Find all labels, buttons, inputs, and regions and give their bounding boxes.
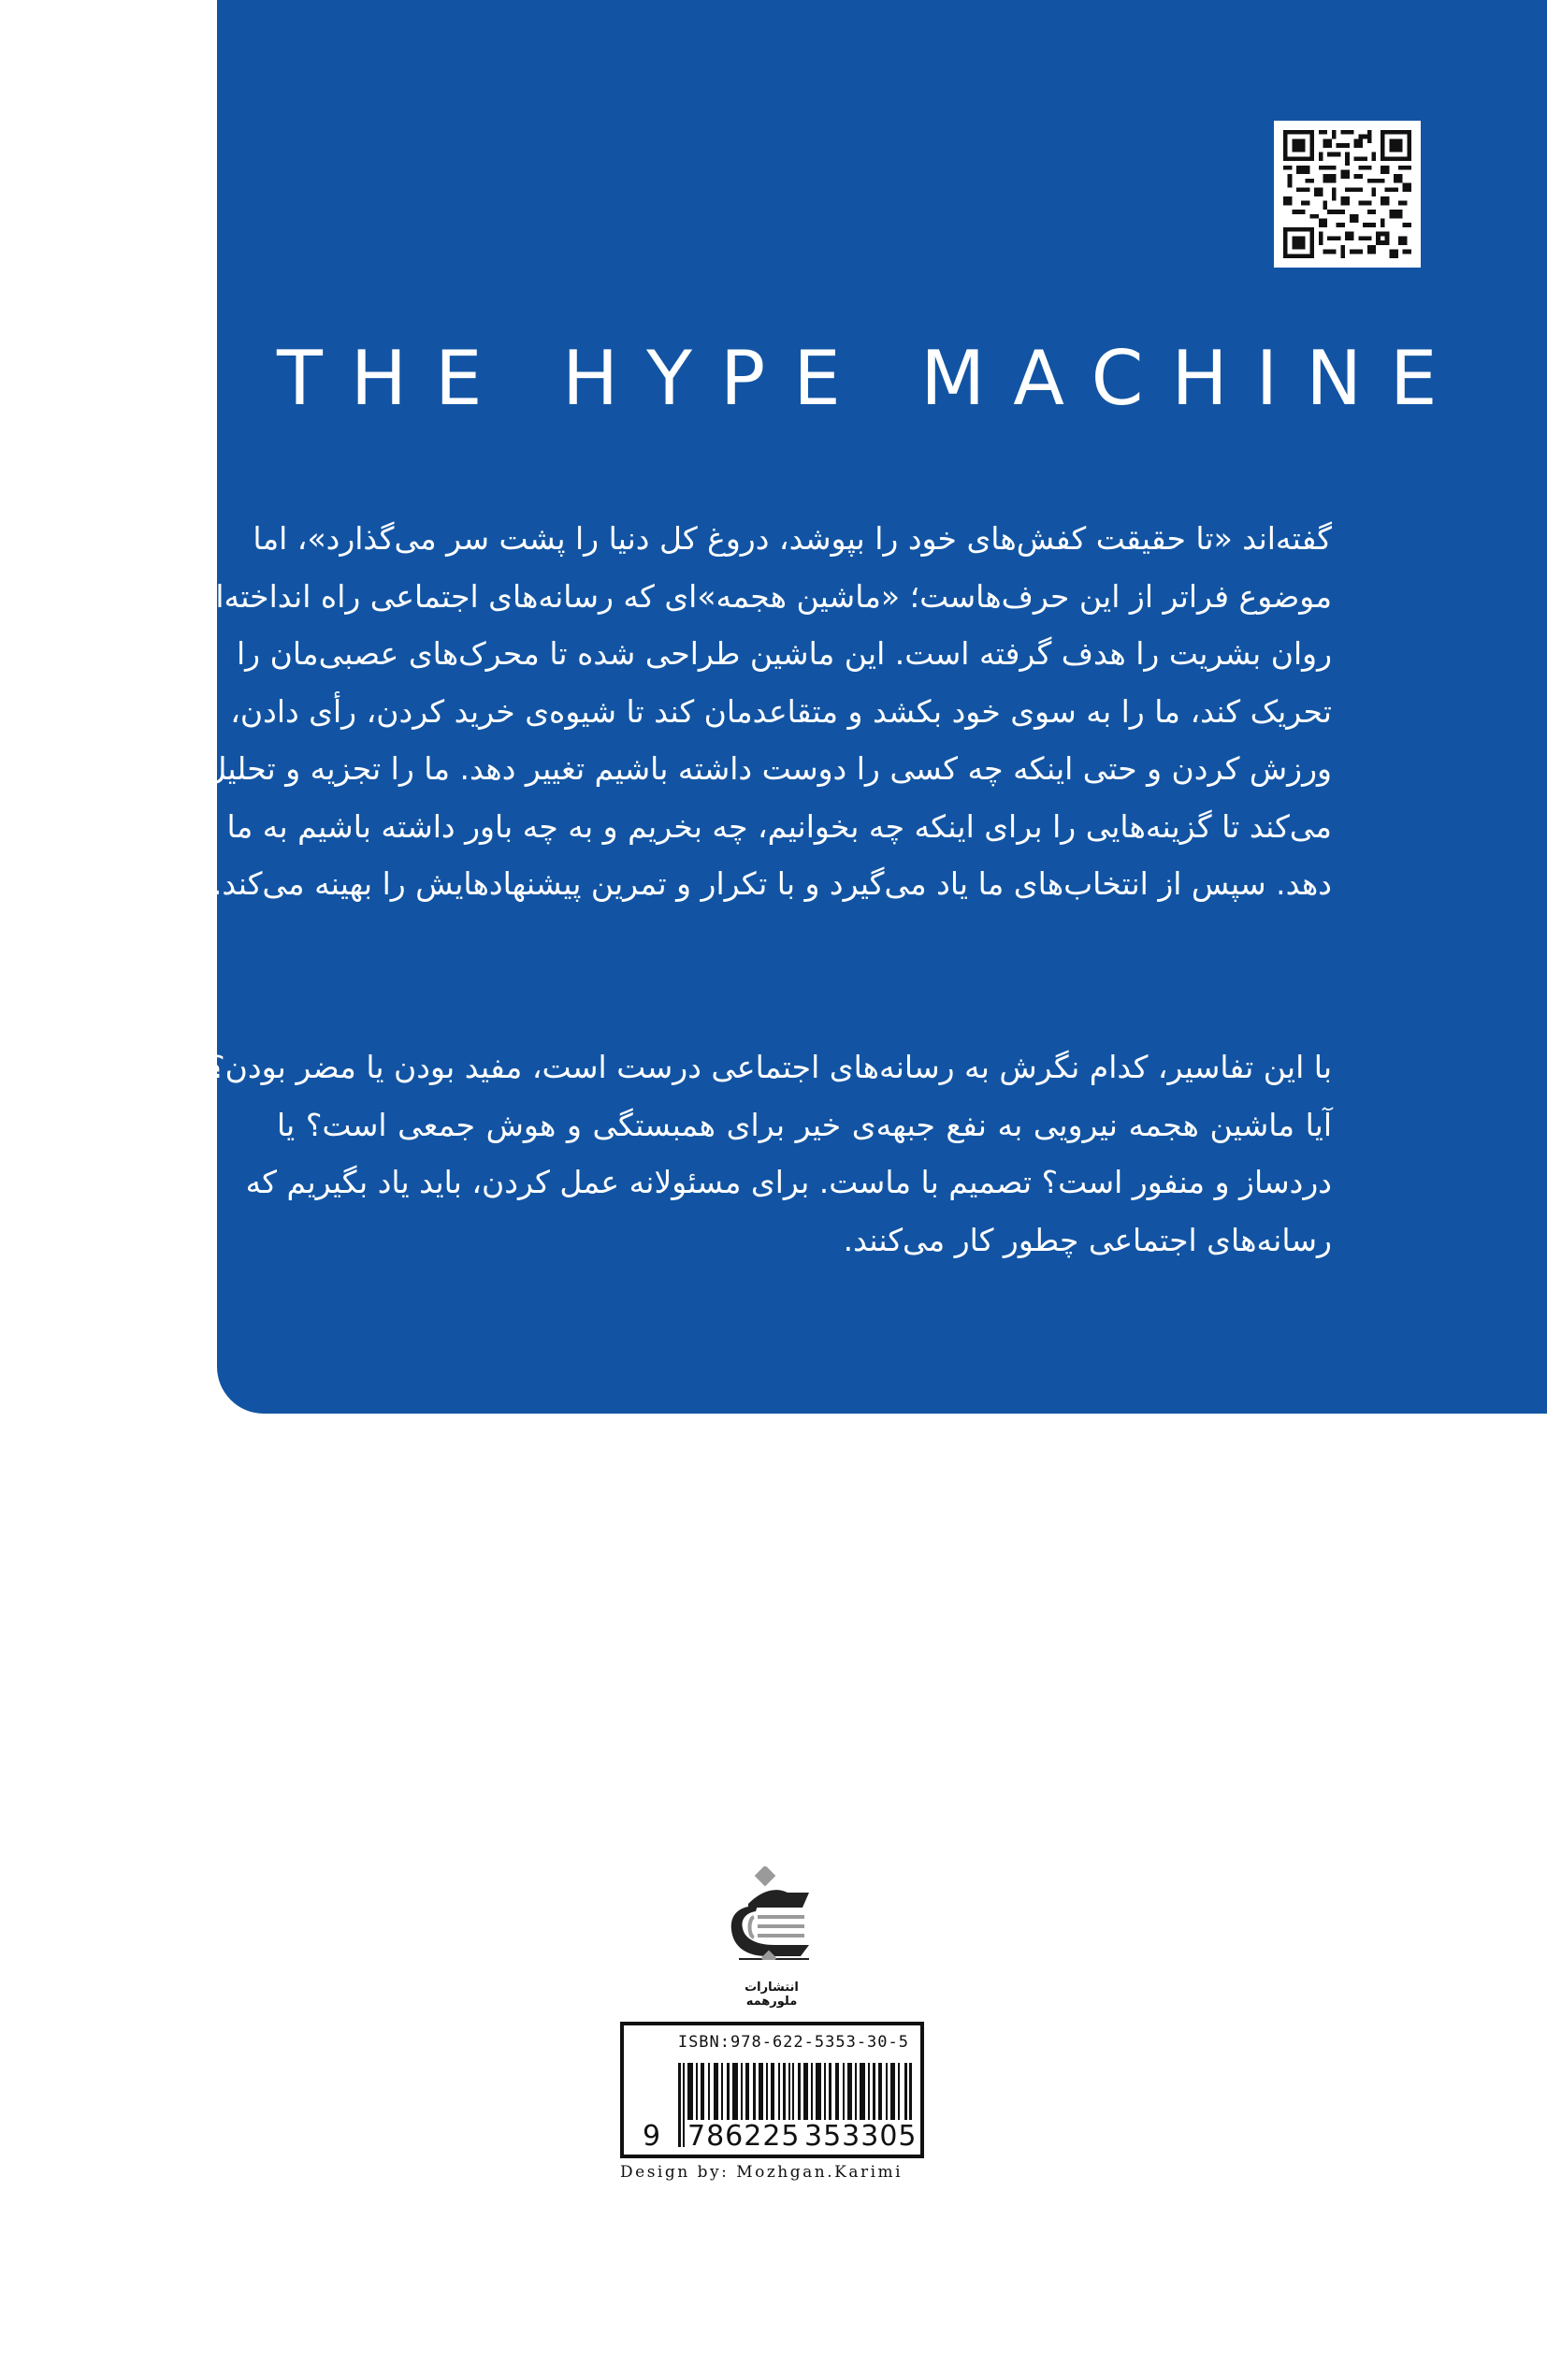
isbn-label: ISBN:978-622-5353-30-5: [677, 2033, 909, 2052]
paragraph-line: دهد. سپس از انتخاب‌های ما یاد می‌گیرد و با تکرار و تمرین پیشنهادهایش را بهینه می‌کند.: [211, 865, 1332, 902]
paragraph-line: آیا ماشین هجمه نیرویی به نفع جبهه‌ی خیر برای همبستگی و هوش جمعی است؟ یا: [277, 1106, 1332, 1143]
book-title: THE HYPE MACHINE: [277, 335, 1466, 422]
publisher-logo: [720, 1866, 823, 1960]
paragraph-line: دردساز و منفور است؟ تصمیم با ماست. برای مسئولانه عمل کردن، باید یاد بگیریم که: [245, 1164, 1332, 1200]
description-paragraph-2: [209, 1038, 1332, 1269]
barcode-digits-left: 786225: [685, 2120, 803, 2153]
qr-code-icon: [1283, 130, 1411, 258]
paragraph-line: موضوع فراتر از این حرف‌هاست؛ «ماشین هجمه»ای که رسانه‌های اجتماعی راه انداخته‌اند: [190, 577, 1332, 615]
paragraph-line: تحریک کند، ما را به سوی خود بکشد و متقاعدمان کند تا شیوه‌ی خرید کردن، رأی دادن،: [230, 692, 1332, 730]
publisher-name: انتشارات ملورهمه: [745, 1981, 799, 2009]
paragraph-line: روان بشریت را هدف گرفته است. این ماشین طراحی شده تا محرک‌های عصبی‌مان را: [237, 635, 1332, 672]
barcode-digits-right: 353305: [802, 2120, 920, 2153]
paragraph-line: رسانه‌های اجتماعی چطور کار می‌کنند.: [843, 1221, 1332, 1258]
paragraph-line: می‌کند تا گزینه‌هایی را برای اینکه چه بخوانیم، چه بخریم و به چه باور داشته باشیم به ما ارائه: [159, 807, 1332, 845]
barcode-digit-first: 9: [643, 2120, 664, 2153]
description-paragraph-1: [159, 510, 1332, 913]
publisher-logo-icon: [720, 1866, 823, 1960]
isbn-barcode: [620, 2022, 924, 2158]
paragraph-line: گفته‌اند «تا حقیقت کفش‌های خود را بپوشد، دروغ کل دنیا را پشت سر می‌گذارد»، اما: [253, 520, 1332, 557]
paragraph-line: ورزش کردن و حتی اینکه چه کسی را دوست داشته باشیم تغییر دهد. ما را تجزیه و تحلیل: [204, 750, 1332, 787]
qr-code[interactable]: [1274, 121, 1421, 268]
designer-credit: Design by: Mozhgan.Karimi: [620, 2163, 904, 2182]
paragraph-line: با این تفاسیر، کدام نگرش به رسانه‌های اجتماعی درست است، مفید بودن یا مضر بودن؟: [209, 1049, 1332, 1085]
